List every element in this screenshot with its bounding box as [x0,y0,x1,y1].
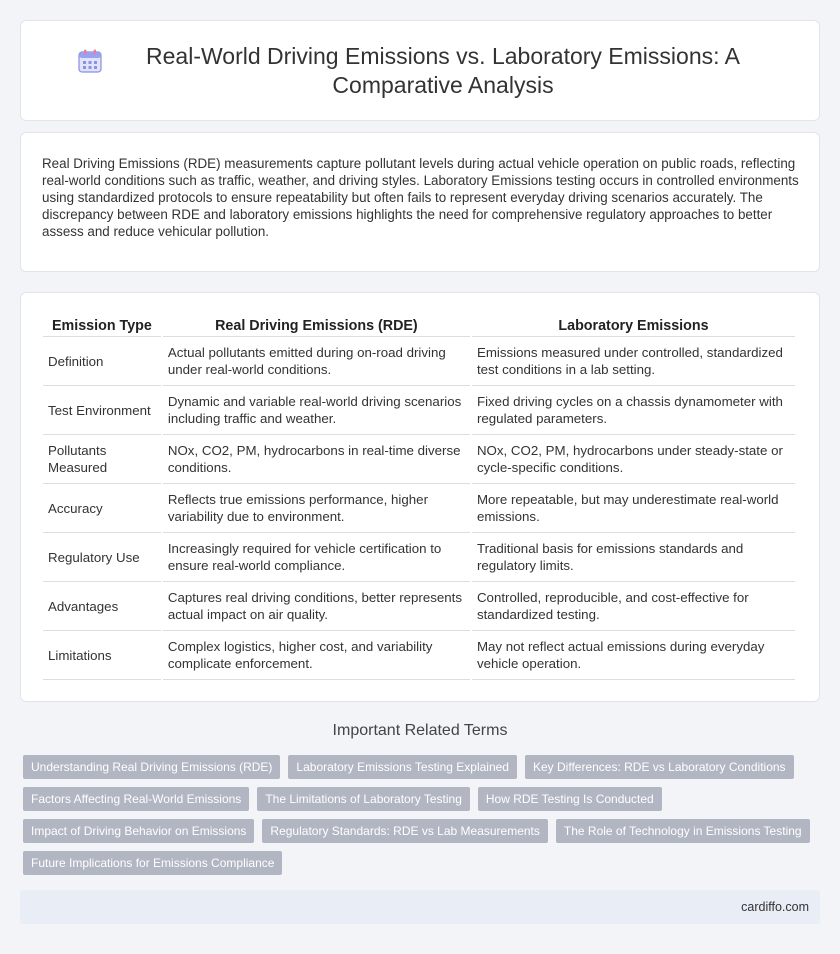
rde-cell: Actual pollutants emitted during on-road driving under real-world conditions. [163,337,470,386]
lab-cell: Controlled, reproducible, and cost-effective for standardized testing. [472,582,795,631]
column-header-emission-type: Emission Type [43,315,161,337]
related-term-link[interactable]: Future Implications for Emissions Compliance [23,851,282,875]
intro-paragraph: Real Driving Emissions (RDE) measurements capture pollutant levels during actual vehicle operation on public roads, reflecting real-world conditions such as traffic, weather, and driving styles. Laboratory Emissions testing occurs in controlled environments using standardized protocols to ensure repeatability but often fails to represent everyday driving scenarios accurately. The discrepancy between RDE and laboratory emissions highlights the need for comprehensive regulatory approaches to better assess and reduce vehicular pollution. [42,156,799,239]
row-label: Advantages [43,582,161,631]
rde-cell: Increasingly required for vehicle certification to ensure real-world compliance. [163,533,470,582]
row-label: Test Environment [43,386,161,435]
footer-site-link[interactable]: cardiffo.com [741,900,809,914]
related-term-link[interactable]: Key Differences: RDE vs Laboratory Conditions [525,755,794,779]
calendar-icon [77,48,103,74]
table-row [43,435,795,484]
rde-cell: Reflects true emissions performance, higher variability due to environment. [163,484,470,533]
footer [20,890,820,924]
table-header-row [43,315,795,337]
rde-cell: Captures real driving conditions, better represents actual impact on air quality. [163,582,470,631]
related-term-link[interactable]: Impact of Driving Behavior on Emissions [23,819,254,843]
related-term-link[interactable]: The Limitations of Laboratory Testing [257,787,470,811]
related-term-link[interactable]: The Role of Technology in Emissions Testing [556,819,810,843]
row-label: Pollutants Measured [43,435,161,484]
row-label: Regulatory Use [43,533,161,582]
lab-cell: Traditional basis for emissions standards and regulatory limits. [472,533,795,582]
table-row [43,631,795,680]
related-term-link[interactable]: Regulatory Standards: RDE vs Lab Measurements [262,819,547,843]
table-row [43,582,795,631]
rde-cell: Complex logistics, higher cost, and variability complicate enforcement. [163,631,470,680]
column-header-laboratory: Laboratory Emissions [472,315,795,337]
table-row [43,386,795,435]
rde-cell: NOx, CO2, PM, hydrocarbons in real-time diverse conditions. [163,435,470,484]
table-row [43,533,795,582]
comparison-table-card [20,292,820,702]
lab-cell: Emissions measured under controlled, standardized test conditions in a lab setting. [472,337,795,386]
intro-card [20,132,820,272]
row-label: Accuracy [43,484,161,533]
lab-cell: NOx, CO2, PM, hydrocarbons under steady-state or cycle-specific conditions. [472,435,795,484]
related-term-link[interactable]: Understanding Real Driving Emissions (RDE) [23,755,280,779]
rde-cell: Dynamic and variable real-world driving scenarios including traffic and weather. [163,386,470,435]
related-term-link[interactable]: Laboratory Emissions Testing Explained [288,755,517,779]
lab-cell: May not reflect actual emissions during everyday vehicle operation. [472,631,795,680]
related-term-link[interactable]: How RDE Testing Is Conducted [478,787,662,811]
lab-cell: More repeatable, but may underestimate real-world emissions. [472,484,795,533]
row-label: Definition [43,337,161,386]
related-terms-title: Important Related Terms [332,722,508,739]
page-title: Real-World Driving Emissions vs. Laboratory Emissions: A Comparative Analysis [146,42,740,98]
related-terms-list [23,755,823,883]
row-label: Limitations [43,631,161,680]
table-row [43,484,795,533]
column-header-rde: Real Driving Emissions (RDE) [163,315,470,337]
related-term-link[interactable]: Factors Affecting Real-World Emissions [23,787,249,811]
table-row [43,337,795,386]
lab-cell: Fixed driving cycles on a chassis dynamometer with regulated parameters. [472,386,795,435]
header-card [20,20,820,121]
comparison-table [41,315,797,680]
